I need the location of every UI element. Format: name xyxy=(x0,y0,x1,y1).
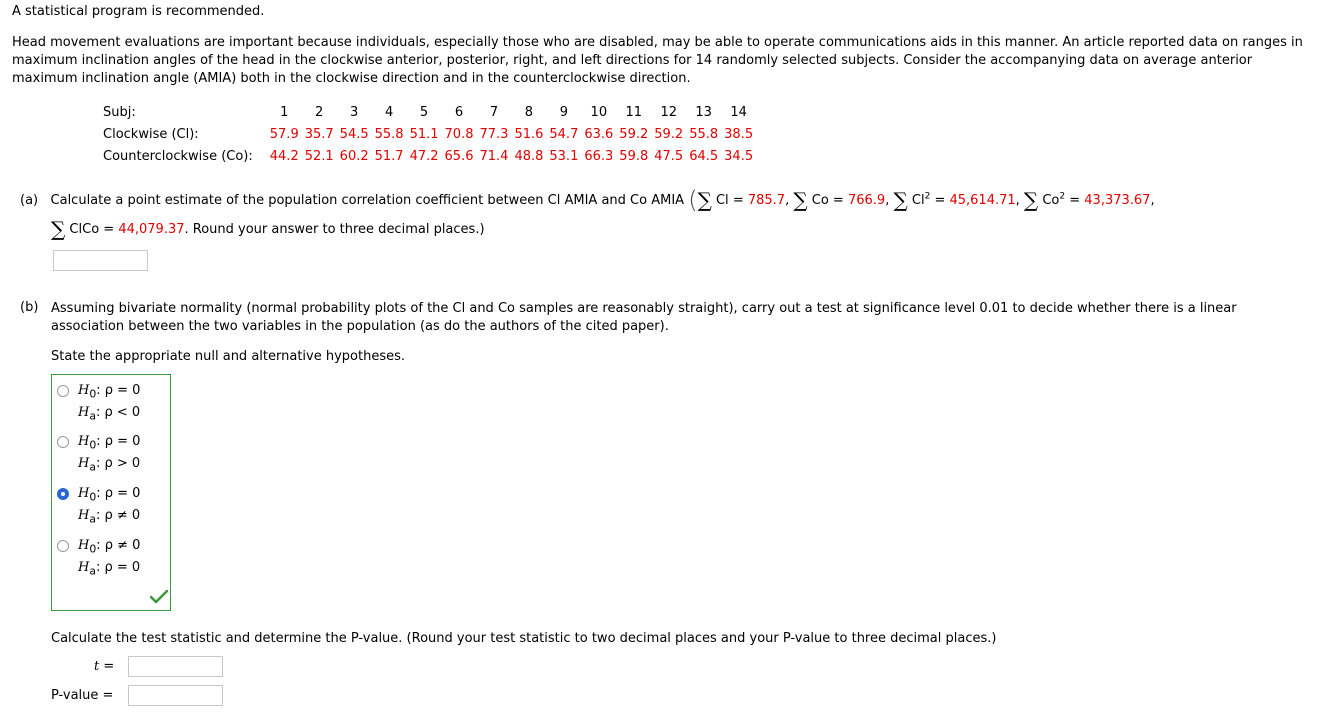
table-cell: 14 xyxy=(730,104,747,120)
hypothesis-prompt: State the appropriate null and alternative hypotheses. xyxy=(51,349,405,364)
table-cell: 52.1 xyxy=(304,148,334,164)
sigma-icon: ∑ xyxy=(1023,188,1039,212)
sum-cl2-name: Cl xyxy=(911,193,925,208)
table-cell: 13 xyxy=(695,104,712,120)
table-cell: 54.7 xyxy=(549,126,579,142)
table-cell: 59.2 xyxy=(654,126,684,142)
recommend-note: A statistical program is recommended. xyxy=(12,4,265,19)
table-cell: 48.8 xyxy=(514,148,544,164)
table-cell: 5 xyxy=(419,104,429,120)
table-cell: 59.2 xyxy=(619,126,649,142)
h0-line: $H_0$: ρ ≠ 0 xyxy=(78,538,141,556)
p-value-input[interactable] xyxy=(128,685,223,706)
radio-button[interactable] xyxy=(57,540,69,552)
t-label: t = xyxy=(94,659,115,674)
table-cell: 3 xyxy=(350,104,359,120)
table-cell: 9 xyxy=(559,104,568,120)
h0-line: $H_0$: ρ = 0 xyxy=(78,486,141,504)
ha-text: ρ = 0 xyxy=(104,560,141,575)
hypothesis-options xyxy=(51,374,171,611)
sum-cl-value: 785.7 xyxy=(747,193,786,208)
table-cell: 12 xyxy=(660,104,677,120)
table-cell: 35.7 xyxy=(304,126,334,142)
correlation-answer-input[interactable] xyxy=(53,250,148,271)
table-cell: 55.8 xyxy=(374,126,404,142)
table-cell: 44.2 xyxy=(269,148,299,164)
table-cell: 4 xyxy=(384,104,394,120)
part-b-label: (b) xyxy=(20,300,39,315)
table-cell: 55.8 xyxy=(689,126,719,142)
row-label: Clockwise (Cl): xyxy=(103,126,199,142)
table-cell: 10 xyxy=(590,104,608,120)
table-cell: 34.5 xyxy=(724,148,754,164)
ha-text: ρ < 0 xyxy=(104,405,141,420)
table-cell: 77.3 xyxy=(479,126,509,142)
sigma-icon: ∑ xyxy=(793,188,808,212)
sum-clco-value: 44,079.37 xyxy=(118,222,185,237)
data-table xyxy=(100,101,756,167)
table-cell: 53.1 xyxy=(549,148,579,164)
table-cell: 71.4 xyxy=(479,148,509,164)
ha-text: ρ ≠ 0 xyxy=(104,508,141,523)
p-value-label: P-value = xyxy=(51,688,114,703)
radio-button[interactable] xyxy=(57,436,69,448)
sigma-icon: ∑ xyxy=(51,217,66,241)
table-cell: 11 xyxy=(625,104,643,120)
sum-co-value: 766.9 xyxy=(847,193,886,208)
statistic-prompt: Calculate the test statistic and determine the P-value. (Round your test statistic to two decimal places and your P-value to three decimal places.) xyxy=(51,631,997,646)
sum-co-name: Co xyxy=(811,193,829,208)
ha-line: $H_a$: ρ < 0 xyxy=(78,405,141,423)
part-a-question-cont: ∑ ClCo = 44,079.37. Round your answer to three decimal places.) xyxy=(51,217,485,241)
t-statistic-input[interactable] xyxy=(128,656,223,677)
h0-text: ρ = 0 xyxy=(104,434,141,449)
table-cell: 57.9 xyxy=(269,126,299,142)
ha-line: $H_a$: ρ ≠ 0 xyxy=(78,508,141,526)
table-cell: 66.3 xyxy=(584,148,614,164)
part-a-question: (a) Calculate a point estimate of the population correlation coefficient between Cl AMIA and Co AMIA (∑ Cl = 785.7, ∑ Co = 766.9, ∑ $Cl^2 = 45,614.71$, ∑ $Co^2 = 43,373.67$, xyxy=(20,186,1155,214)
table-cell: 63.6 xyxy=(584,126,614,142)
radio-button[interactable] xyxy=(57,385,69,397)
table-row-clockwise xyxy=(100,123,756,145)
table-cell: 54.5 xyxy=(339,126,369,142)
table-cell: 64.5 xyxy=(689,148,719,164)
sigma-icon: ∑ xyxy=(893,188,908,212)
h0-text: ρ = 0 xyxy=(104,486,141,501)
row-label: Counterclockwise (Co): xyxy=(103,148,253,164)
sum-cl2-value: 45,614.71 xyxy=(949,193,1016,208)
sum-co2-name: Co xyxy=(1042,193,1060,208)
table-cell: 51.1 xyxy=(409,126,439,142)
part-a-text: Calculate a point estimate of the population correlation coefficient between Cl AMIA and Co AMIA xyxy=(50,193,685,208)
table-cell: 7 xyxy=(489,104,499,120)
sum-clco-name: ClCo xyxy=(69,222,100,237)
table-cell: 6 xyxy=(454,104,464,120)
h0-text: ρ = 0 xyxy=(104,383,141,398)
table-row-counterclockwise xyxy=(100,145,756,167)
table-cell: 47.2 xyxy=(409,148,439,164)
table-cell: 51.7 xyxy=(374,148,404,164)
table-cell: 51.6 xyxy=(514,126,544,142)
sum-cl-name: Cl xyxy=(715,193,729,208)
table-cell: 2 xyxy=(315,104,324,120)
table-cell: 70.8 xyxy=(444,126,474,142)
table-cell: 1 xyxy=(280,104,289,120)
table-cell: 47.5 xyxy=(654,148,684,164)
table-row-subj xyxy=(100,101,756,123)
table-cell: 8 xyxy=(524,104,534,120)
part-a-label: (a) xyxy=(20,193,39,208)
problem-intro: Head movement evaluations are important because individuals, especially those who are disabled, may be able to operate communications aids in this manner. An article reported data on ranges in maximum inclination angles of the head in the clockwise anterior, posterior, right, and left directions for 14 randomly selected subjects. Consider the accompanying data on average anterior maximum inclination angle (AMIA) both in the clockwise direction and in the counterclockwise direction. xyxy=(12,35,1303,86)
ha-line: $H_a$: ρ > 0 xyxy=(78,456,141,474)
radio-button-selected[interactable] xyxy=(57,488,69,500)
ha-text: ρ > 0 xyxy=(104,456,141,471)
table-cell: 65.6 xyxy=(444,148,474,164)
h0-text: ρ ≠ 0 xyxy=(104,538,141,553)
round-note: . Round your answer to three decimal places.) xyxy=(184,222,485,237)
row-label: Subj: xyxy=(103,104,136,120)
table-cell: 59.8 xyxy=(619,148,649,164)
h0-line: $H_0$: ρ = 0 xyxy=(78,434,141,452)
sum-co2-value: 43,373.67 xyxy=(1084,193,1151,208)
correct-check-icon xyxy=(150,590,168,604)
open-paren: ( xyxy=(688,186,698,214)
ha-line: $H_a$: ρ = 0 xyxy=(78,560,141,578)
table-cell: 60.2 xyxy=(339,148,369,164)
part-b-question: Assuming bivariate normality (normal probability plots of the Cl and Co samples are reasonably straight), carry out a test at significance level 0.01 to decide whether there is a linear association between the two variables in the population (as do the authors of the cited paper). xyxy=(51,301,1237,334)
table-cell: 38.5 xyxy=(724,126,754,142)
sigma-icon: ∑ xyxy=(697,188,712,212)
h0-line: $H_0$: ρ = 0 xyxy=(78,383,141,401)
